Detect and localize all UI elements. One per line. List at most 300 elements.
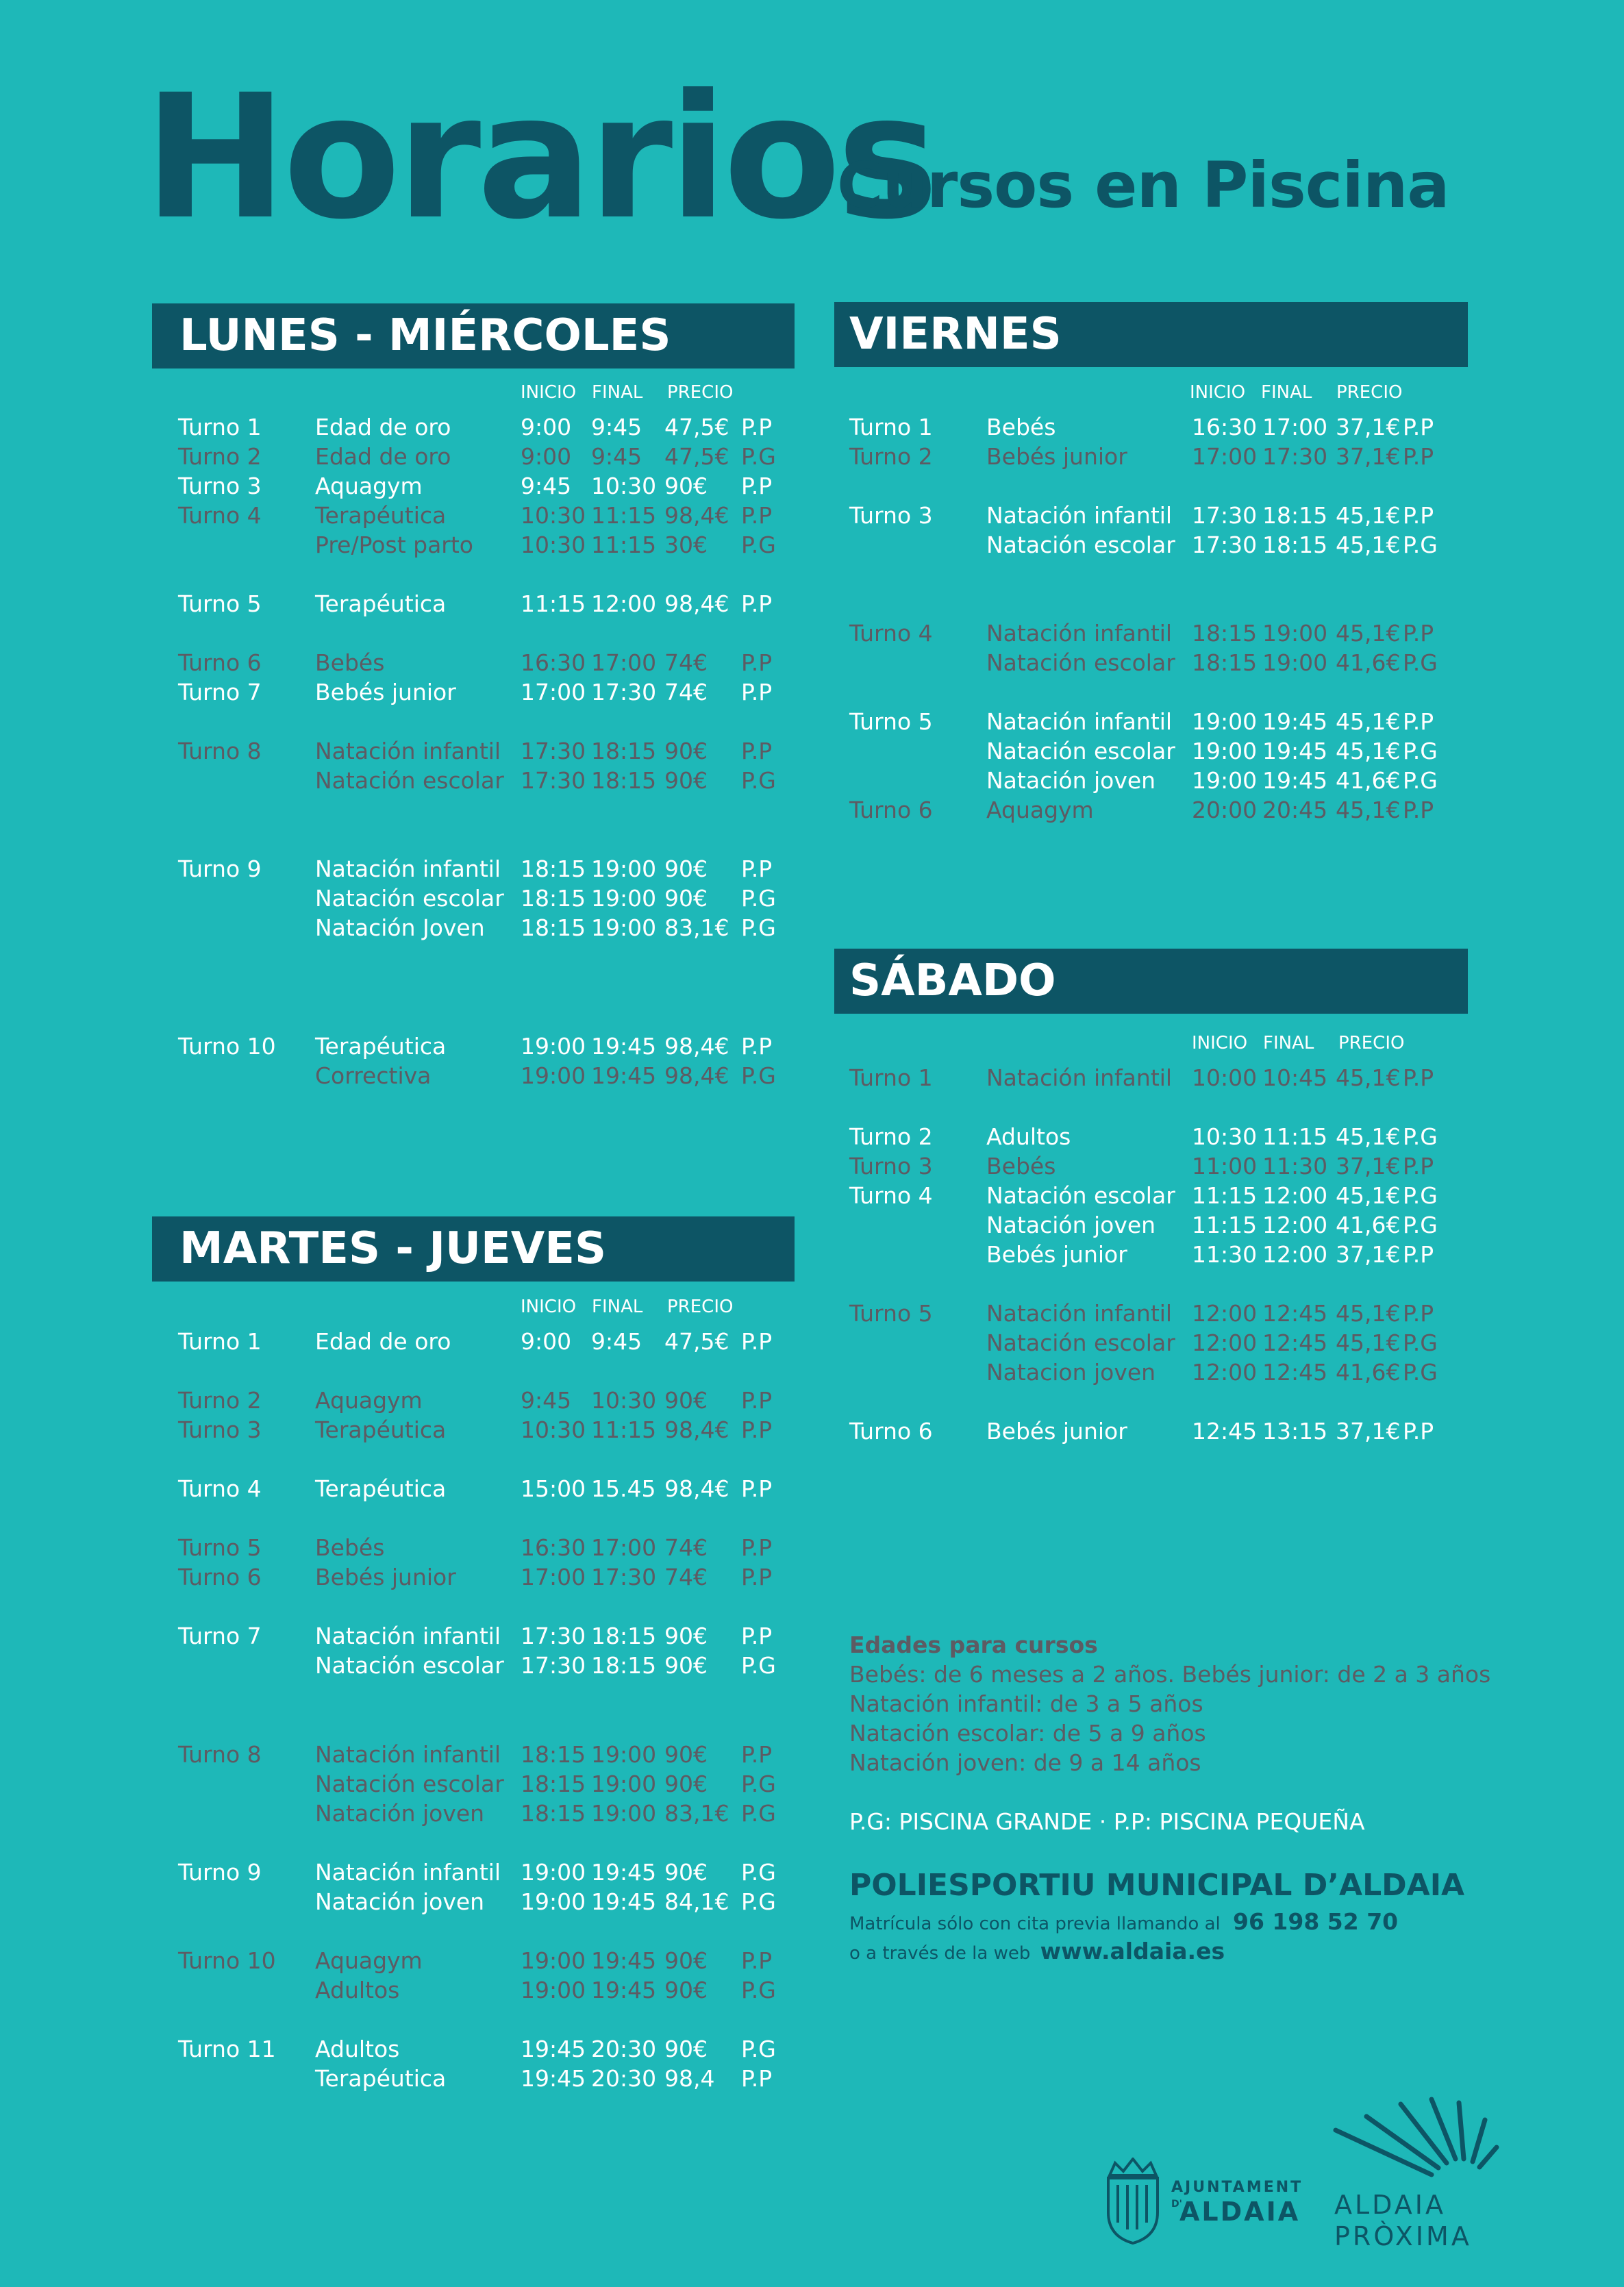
cell-turno: Turno 8: [178, 1741, 262, 1768]
cell-piscina: P.P: [741, 679, 773, 705]
cell-curso: Natación joven: [315, 1888, 485, 1915]
cell-inicio: 9:45: [521, 1387, 572, 1414]
cell-curso: Natación escolar: [986, 532, 1175, 558]
cell-piscina: P.P: [741, 1416, 773, 1443]
cell-inicio: 11:30: [1192, 1241, 1258, 1268]
cell-precio: 90€: [664, 1652, 708, 1679]
ajuntament-bottom-text: ALDAIA: [1179, 2197, 1301, 2227]
cell-piscina: P.G: [741, 1859, 776, 1886]
cell-final: 11:30: [1262, 1153, 1328, 1179]
cell-precio: 45,1€: [1336, 502, 1401, 529]
cell-final: 19:45: [591, 1888, 657, 1915]
cell-final: 11:15: [1262, 1123, 1328, 1150]
cell-final: 19:00: [1262, 649, 1328, 676]
cell-final: 18:15: [591, 1652, 657, 1679]
cell-inicio: 19:00: [1192, 738, 1258, 764]
cell-final: 18:15: [591, 767, 657, 794]
cell-piscina: P.P: [741, 1947, 773, 1974]
cell-curso: Bebés: [986, 414, 1056, 440]
cell-piscina: P.G: [741, 1888, 776, 1915]
cell-inicio: 10:30: [1192, 1123, 1258, 1150]
cell-turno: Turno 6: [178, 1564, 262, 1590]
cell-inicio: 20:00: [1192, 797, 1258, 823]
cell-curso: Edad de oro: [315, 1328, 451, 1355]
cell-precio: 90€: [664, 885, 708, 912]
cell-precio: 90€: [664, 473, 708, 499]
cell-inicio: 17:30: [521, 738, 586, 764]
cell-curso: Pre/Post parto: [315, 532, 473, 558]
cell-final: 11:15: [591, 532, 657, 558]
edades-line-2: Natación infantil: de 3 a 5 años: [849, 1690, 1203, 1717]
cell-piscina: P.G: [1403, 738, 1438, 764]
cell-piscina: P.G: [741, 443, 776, 470]
cell-turno: Turno 5: [849, 1300, 933, 1327]
cell-final: 15.45: [591, 1475, 656, 1502]
cell-turno: Turno 2: [849, 1123, 933, 1150]
lunes-col-inicio: INICIO: [521, 382, 577, 403]
cell-precio: 98,4€: [664, 1033, 729, 1060]
cell-final: 10:30: [591, 1387, 657, 1414]
cell-piscina: P.G: [741, 2036, 776, 2062]
cell-precio: 37,1€: [1336, 443, 1401, 470]
cell-precio: 90€: [664, 1623, 708, 1649]
cell-curso: Terapéutica: [315, 1416, 447, 1443]
cell-precio: 45,1€: [1336, 708, 1401, 735]
cell-turno: Turno 7: [178, 1623, 262, 1649]
cell-curso: Bebés: [986, 1153, 1056, 1179]
cell-piscina: P.P: [741, 473, 773, 499]
cell-final: 10:45: [1262, 1064, 1328, 1091]
ajuntament-logo: [1103, 2158, 1308, 2247]
cell-precio: 90€: [664, 767, 708, 794]
cell-precio: 98,4€: [664, 1416, 729, 1443]
martes-col-inicio: INICIO: [521, 1297, 577, 1317]
lunes-heading: LUNES - MIÉRCOLES: [152, 303, 795, 368]
cell-piscina: P.G: [741, 1977, 776, 2003]
cell-turno: Turno 8: [178, 738, 262, 764]
ajuntament-d-text: D': [1171, 2199, 1182, 2210]
cell-final: 12:00: [591, 590, 657, 617]
cell-final: 19:45: [1262, 767, 1328, 794]
cell-curso: Bebés: [315, 1534, 385, 1561]
cell-curso: Natación infantil: [986, 708, 1173, 735]
cell-precio: 45,1€: [1336, 1064, 1401, 1091]
cell-inicio: 19:45: [521, 2036, 586, 2062]
cell-piscina: P.P: [1403, 1418, 1434, 1445]
cell-inicio: 17:00: [521, 1564, 586, 1590]
cell-inicio: 9:00: [521, 1328, 572, 1355]
cell-final: 9:45: [591, 443, 642, 470]
cell-turno: Turno 4: [849, 1182, 933, 1209]
cell-precio: 98,4€: [664, 1062, 729, 1089]
cell-piscina: P.G: [1403, 1212, 1438, 1238]
cell-piscina: P.P: [1403, 1064, 1434, 1091]
edades-line-1: Bebés: de 6 meses a 2 años. Bebés junior: de 2 a 3 años: [849, 1661, 1491, 1688]
cell-curso: Edad de oro: [315, 414, 451, 440]
cell-curso: Natación escolar: [315, 885, 504, 912]
cell-final: 12:00: [1262, 1182, 1328, 1209]
cell-turno: Turno 5: [849, 708, 933, 735]
cell-piscina: P.P: [741, 738, 773, 764]
cell-piscina: P.G: [1403, 1359, 1438, 1386]
cell-piscina: P.P: [741, 855, 773, 882]
cell-curso: Natación infantil: [315, 1623, 501, 1649]
cell-turno: Turno 7: [178, 679, 262, 705]
cell-curso: Natación escolar: [315, 1771, 504, 1797]
cell-final: 18:15: [1262, 532, 1328, 558]
cell-turno: Turno 1: [178, 414, 262, 440]
contact-line1: Matrícula sólo con cita previa llamando al: [849, 1914, 1221, 1934]
cell-precio: 74€: [664, 1534, 708, 1561]
cell-curso: Bebés junior: [315, 679, 456, 705]
edades-line-3: Natación escolar: de 5 a 9 años: [849, 1720, 1206, 1747]
cell-turno: Turno 1: [178, 1328, 262, 1355]
cell-inicio: 18:15: [521, 855, 586, 882]
cell-final: 17:00: [591, 1534, 657, 1561]
cell-piscina: P.G: [1403, 767, 1438, 794]
cell-turno: Turno 1: [849, 414, 933, 440]
contact-name: POLIESPORTIU MUNICIPAL D’ALDAIA: [849, 1868, 1465, 1903]
cell-final: 19:45: [1262, 708, 1328, 735]
cell-final: 19:00: [591, 1741, 657, 1768]
cell-final: 19:45: [591, 1859, 657, 1886]
cell-turno: Turno 6: [849, 1418, 933, 1445]
cell-curso: Natación infantil: [986, 620, 1173, 647]
sabado-heading: SÁBADO: [834, 949, 1468, 1014]
cell-final: 9:45: [591, 414, 642, 440]
cell-curso: Natación escolar: [315, 1652, 504, 1679]
edades-title: Edades para cursos: [849, 1632, 1098, 1658]
cell-inicio: 18:15: [521, 914, 586, 941]
cell-final: 12:00: [1262, 1241, 1328, 1268]
cell-final: 20:30: [591, 2036, 657, 2062]
page-title: Horarios: [144, 58, 935, 257]
cell-curso: Natación infantil: [986, 502, 1173, 529]
cell-curso: Adultos: [315, 2036, 400, 2062]
cell-inicio: 19:00: [521, 1062, 586, 1089]
cell-inicio: 9:00: [521, 414, 572, 440]
cell-piscina: P.P: [1403, 708, 1434, 735]
cell-inicio: 11:15: [521, 590, 586, 617]
cell-piscina: P.P: [741, 590, 773, 617]
cell-inicio: 12:45: [1192, 1418, 1258, 1445]
cell-turno: Turno 9: [178, 855, 262, 882]
cell-piscina: P.G: [741, 532, 776, 558]
cell-turno: Turno 3: [178, 1416, 262, 1443]
cell-turno: Turno 3: [178, 473, 262, 499]
cell-precio: 45,1€: [1336, 1300, 1401, 1327]
cell-final: 19:00: [591, 855, 657, 882]
aldaia-proxima-logo: [1329, 2096, 1507, 2253]
cell-inicio: 19:00: [521, 1977, 586, 2003]
cell-piscina: P.G: [1403, 532, 1438, 558]
page-subtitle: Cursos en Piscina: [837, 149, 1449, 222]
cell-piscina: P.P: [741, 502, 773, 529]
cell-final: 19:45: [591, 1062, 657, 1089]
cell-inicio: 16:30: [1192, 414, 1258, 440]
cell-piscina: P.G: [1403, 649, 1438, 676]
cell-curso: Bebés junior: [986, 443, 1127, 470]
cell-precio: 90€: [664, 1741, 708, 1768]
cell-piscina: P.P: [741, 1741, 773, 1768]
cell-inicio: 18:15: [521, 1741, 586, 1768]
cell-turno: Turno 10: [178, 1033, 276, 1060]
cell-precio: 41,6€: [1336, 649, 1401, 676]
cell-piscina: P.P: [741, 1033, 773, 1060]
cell-inicio: 9:00: [521, 443, 572, 470]
cell-final: 19:00: [591, 1771, 657, 1797]
cell-inicio: 17:30: [521, 1652, 586, 1679]
cell-inicio: 12:00: [1192, 1359, 1258, 1386]
cell-inicio: 19:00: [521, 1859, 586, 1886]
cell-turno: Turno 4: [178, 502, 262, 529]
cell-precio: 41,6€: [1336, 1359, 1401, 1386]
cell-turno: Turno 2: [849, 443, 933, 470]
cell-curso: Natación escolar: [986, 1329, 1175, 1356]
cell-piscina: P.P: [1403, 620, 1434, 647]
cell-precio: 47,5€: [664, 414, 729, 440]
cell-precio: 47,5€: [664, 443, 729, 470]
cell-precio: 30€: [664, 532, 708, 558]
cell-inicio: 17:30: [521, 1623, 586, 1649]
cell-final: 11:15: [591, 1416, 657, 1443]
cell-precio: 37,1€: [1336, 1418, 1401, 1445]
cell-curso: Aquagym: [315, 1387, 423, 1414]
cell-inicio: 12:00: [1192, 1329, 1258, 1356]
cell-inicio: 18:15: [1192, 620, 1258, 647]
cell-curso: Terapéutica: [315, 1033, 447, 1060]
cell-inicio: 19:00: [1192, 708, 1258, 735]
cell-curso: Natación joven: [986, 767, 1156, 794]
viernes-heading: VIERNES: [834, 302, 1468, 367]
cell-precio: 74€: [664, 1564, 708, 1590]
cell-turno: Turno 3: [849, 1153, 933, 1179]
cell-inicio: 10:30: [521, 532, 586, 558]
cell-piscina: P.G: [741, 1800, 776, 1827]
proxima-top-text: ALDAIA: [1334, 2190, 1446, 2220]
cell-turno: Turno 4: [849, 620, 933, 647]
cell-turno: Turno 6: [178, 649, 262, 676]
cell-inicio: 10:30: [521, 502, 586, 529]
cell-turno: Turno 2: [178, 1387, 262, 1414]
cell-inicio: 11:15: [1192, 1182, 1258, 1209]
cell-piscina: P.P: [741, 649, 773, 676]
cell-curso: Natación joven: [315, 1800, 485, 1827]
edades-line-4: Natación joven: de 9 a 14 años: [849, 1749, 1201, 1776]
sabado-col-precio: PRECIO: [1338, 1033, 1405, 1053]
cell-final: 18:15: [1262, 502, 1328, 529]
cell-curso: Bebés: [315, 649, 385, 676]
cell-precio: 45,1€: [1336, 1123, 1401, 1150]
cell-curso: Natación escolar: [986, 649, 1175, 676]
cell-curso: Terapéutica: [315, 1475, 447, 1502]
cell-final: 12:45: [1262, 1300, 1328, 1327]
cell-inicio: 17:30: [521, 767, 586, 794]
cell-curso: Natación infantil: [315, 1859, 501, 1886]
cell-curso: Natación infantil: [315, 1741, 501, 1768]
cell-piscina: P.P: [741, 1623, 773, 1649]
cell-precio: 41,6€: [1336, 767, 1401, 794]
cell-inicio: 19:00: [521, 1888, 586, 1915]
lunes-col-precio: PRECIO: [667, 382, 734, 403]
cell-inicio: 17:30: [1192, 532, 1258, 558]
cell-turno: Turno 9: [178, 1859, 262, 1886]
cell-final: 19:00: [1262, 620, 1328, 647]
cell-turno: Turno 11: [178, 2036, 276, 2062]
cell-inicio: 19:45: [521, 2065, 586, 2092]
cell-piscina: P.P: [741, 1475, 773, 1502]
cell-precio: 45,1€: [1336, 1182, 1401, 1209]
cell-inicio: 18:15: [521, 1800, 586, 1827]
cell-inicio: 18:15: [521, 1771, 586, 1797]
cell-precio: 98,4€: [664, 1475, 729, 1502]
cell-piscina: P.P: [1403, 797, 1434, 823]
cell-curso: Bebés junior: [986, 1241, 1127, 1268]
cell-final: 12:45: [1262, 1359, 1328, 1386]
cell-inicio: 16:30: [521, 649, 586, 676]
cell-piscina: P.P: [741, 1328, 773, 1355]
contact-web-line: [849, 1938, 1225, 1964]
cell-curso: Natación Joven: [315, 914, 485, 941]
cell-final: 9:45: [591, 1328, 642, 1355]
cell-precio: 90€: [664, 1977, 708, 2003]
contact-phone: 96 198 52 70: [1233, 1908, 1399, 1935]
cell-curso: Natación joven: [986, 1212, 1156, 1238]
cell-inicio: 18:15: [521, 885, 586, 912]
cell-final: 19:45: [591, 1977, 657, 2003]
cell-piscina: P.P: [741, 414, 773, 440]
cell-curso: Aquagym: [986, 797, 1094, 823]
cell-piscina: P.G: [741, 914, 776, 941]
cell-inicio: 18:15: [1192, 649, 1258, 676]
cell-turno: Turno 4: [178, 1475, 262, 1502]
viernes-col-precio: PRECIO: [1336, 382, 1403, 403]
cell-curso: Natación escolar: [315, 767, 504, 794]
cell-final: 19:45: [1262, 738, 1328, 764]
cell-piscina: P.G: [741, 885, 776, 912]
viernes-col-inicio: INICIO: [1190, 382, 1246, 403]
cell-turno: Turno 1: [849, 1064, 933, 1091]
cell-piscina: P.P: [1403, 502, 1434, 529]
cell-curso: Adultos: [315, 1977, 400, 2003]
cell-curso: Bebés junior: [986, 1418, 1127, 1445]
cell-inicio: 15:00: [521, 1475, 586, 1502]
martes-col-precio: PRECIO: [667, 1297, 734, 1317]
cell-curso: Aquagym: [315, 1947, 423, 1974]
cell-final: 12:00: [1262, 1212, 1328, 1238]
cell-piscina: P.P: [741, 1387, 773, 1414]
cell-inicio: 19:00: [1192, 767, 1258, 794]
cell-precio: 45,1€: [1336, 1329, 1401, 1356]
cell-final: 18:15: [591, 1623, 657, 1649]
cell-final: 11:15: [591, 502, 657, 529]
cell-final: 13:15: [1262, 1418, 1328, 1445]
cell-final: 19:45: [591, 1947, 657, 1974]
cell-precio: 84,1€: [664, 1888, 729, 1915]
cell-precio: 90€: [664, 1771, 708, 1797]
cell-final: 19:00: [591, 1800, 657, 1827]
cell-precio: 98,4: [664, 2065, 715, 2092]
cell-curso: Natación infantil: [315, 855, 501, 882]
cell-piscina: P.P: [1403, 414, 1434, 440]
cell-final: 17:00: [1262, 414, 1328, 440]
cell-precio: 90€: [664, 1947, 708, 1974]
sabado-col-final: FINAL: [1263, 1033, 1314, 1053]
cell-inicio: 19:00: [521, 1947, 586, 1974]
cell-inicio: 17:00: [521, 679, 586, 705]
cell-curso: Terapéutica: [315, 2065, 447, 2092]
cell-inicio: 16:30: [521, 1534, 586, 1561]
cell-precio: 45,1€: [1336, 738, 1401, 764]
martes-heading: MARTES - JUEVES: [152, 1216, 795, 1282]
cell-precio: 74€: [664, 679, 708, 705]
sunrise-icon: [1329, 2096, 1507, 2253]
cell-final: 18:15: [591, 738, 657, 764]
cell-curso: Adultos: [986, 1123, 1071, 1150]
cell-turno: Turno 5: [178, 1534, 262, 1561]
cell-precio: 37,1€: [1336, 1241, 1401, 1268]
cell-piscina: P.G: [1403, 1182, 1438, 1209]
cell-piscina: P.P: [1403, 443, 1434, 470]
pool-legend: P.G: PISCINA GRANDE · P.P: PISCINA PEQUEÑA: [849, 1808, 1365, 1835]
cell-curso: Natacion joven: [986, 1359, 1156, 1386]
cell-piscina: P.G: [741, 1771, 776, 1797]
cell-piscina: P.G: [741, 1062, 776, 1089]
cell-inicio: 11:15: [1192, 1212, 1258, 1238]
cell-inicio: 9:45: [521, 473, 572, 499]
crest-icon: [1103, 2158, 1308, 2247]
cell-curso: Natación escolar: [986, 1182, 1175, 1209]
cell-precio: 83,1€: [664, 1800, 729, 1827]
cell-curso: Aquagym: [315, 473, 423, 499]
cell-curso: Bebés junior: [315, 1564, 456, 1590]
lunes-col-final: FINAL: [592, 382, 643, 403]
cell-piscina: P.P: [1403, 1153, 1434, 1179]
cell-curso: Natación infantil: [986, 1300, 1173, 1327]
cell-precio: 98,4€: [664, 502, 729, 529]
cell-piscina: P.G: [741, 767, 776, 794]
cell-final: 17:30: [1262, 443, 1328, 470]
cell-turno: Turno 6: [849, 797, 933, 823]
cell-final: 17:30: [591, 1564, 657, 1590]
cell-piscina: P.P: [1403, 1300, 1434, 1327]
cell-final: 19:45: [591, 1033, 657, 1060]
cell-precio: 45,1€: [1336, 532, 1401, 558]
cell-precio: 45,1€: [1336, 620, 1401, 647]
cell-final: 19:00: [591, 914, 657, 941]
cell-precio: 90€: [664, 2036, 708, 2062]
cell-piscina: P.G: [741, 1652, 776, 1679]
cell-precio: 98,4€: [664, 590, 729, 617]
cell-precio: 47,5€: [664, 1328, 729, 1355]
cell-turno: Turno 2: [178, 443, 262, 470]
cell-turno: Turno 3: [849, 502, 933, 529]
cell-turno: Turno 5: [178, 590, 262, 617]
cell-inicio: 17:00: [1192, 443, 1258, 470]
cell-curso: Terapéutica: [315, 502, 447, 529]
cell-final: 20:30: [591, 2065, 657, 2092]
cell-final: 19:00: [591, 885, 657, 912]
cell-precio: 37,1€: [1336, 1153, 1401, 1179]
ajuntament-top-text: AJUNTAMENT: [1171, 2179, 1303, 2196]
cell-final: 12:45: [1262, 1329, 1328, 1356]
cell-precio: 45,1€: [1336, 797, 1401, 823]
cell-curso: Correctiva: [315, 1062, 432, 1089]
cell-turno: Turno 10: [178, 1947, 276, 1974]
contact-web[interactable]: www.aldaia.es: [1040, 1938, 1225, 1964]
viernes-col-final: FINAL: [1261, 382, 1312, 403]
cell-final: 10:30: [591, 473, 657, 499]
